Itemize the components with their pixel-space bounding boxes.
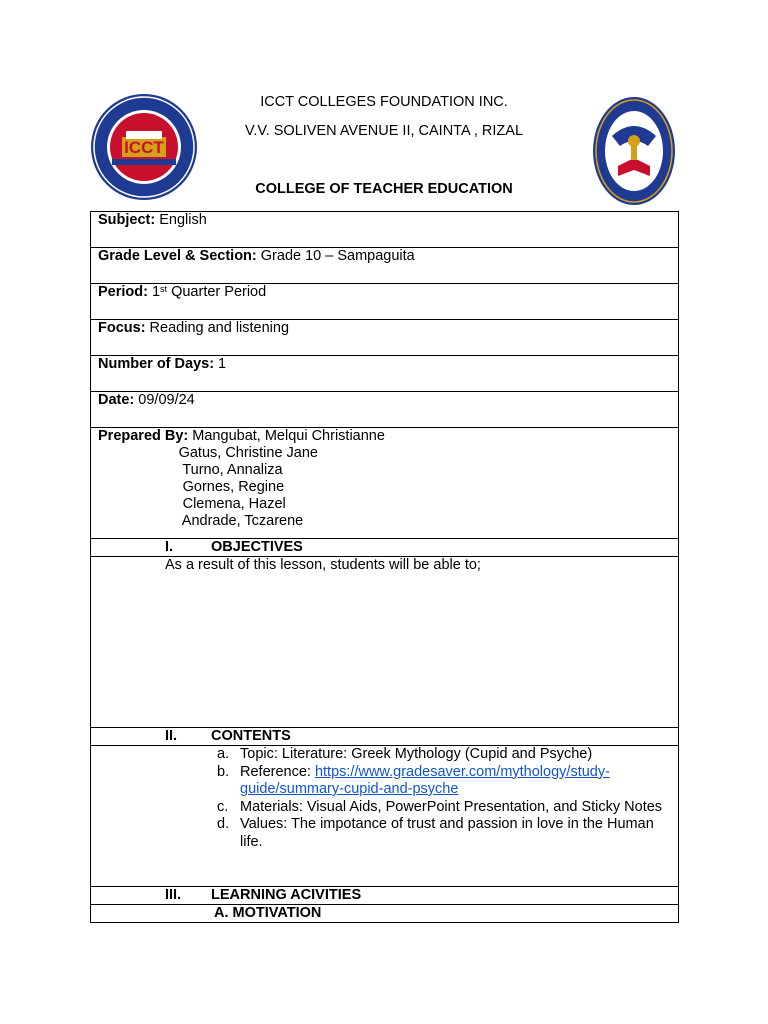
prepared-name: Gatus, Christine Jane: [98, 445, 318, 461]
prepared-by-cell: [91, 428, 679, 539]
activities-number: III.: [165, 887, 182, 903]
period-label: Period:: [98, 284, 148, 300]
item-marker: c.: [217, 798, 229, 815]
period-cell: [91, 284, 679, 320]
prepared-name: Turno, Annaliza: [98, 462, 283, 478]
objectives-text: As a result of this lesson, students will be able to;: [165, 557, 481, 573]
contents-heading: [91, 728, 679, 746]
list-item: [217, 763, 671, 799]
prepared-name: Andrade, Tczarene: [98, 513, 304, 529]
activities-heading: [91, 887, 679, 905]
subject-value: English: [155, 212, 207, 228]
subject-label: Subject:: [98, 212, 156, 228]
date-cell: [91, 392, 679, 428]
seal-text: ICCT: [124, 138, 164, 157]
values-text: Values: The impotance of trust and passion in love in the Human life.: [240, 816, 654, 850]
college-name: COLLEGE OF TEACHER EDUCATION: [255, 181, 513, 197]
list-item: [217, 816, 671, 851]
period-sup: st: [160, 284, 168, 294]
days-cell: [91, 356, 679, 392]
prepared-name: Clemena, Hazel: [98, 496, 286, 512]
prepared-name: Gornes, Regine: [98, 479, 285, 495]
item-marker: a.: [217, 746, 230, 762]
objectives-body: [91, 557, 679, 728]
focus-value: Reading and listening: [145, 320, 290, 336]
prepared-label: Prepared By:: [98, 428, 189, 444]
contents-body: [91, 746, 679, 887]
contents-number: II.: [165, 728, 178, 744]
contents-title: CONTENTS: [211, 728, 291, 744]
school-name: ICCT COLLEGES FOUNDATION INC.: [260, 94, 508, 110]
reference-link[interactable]: https://www.gradesaver.com/mythology/study-guide/summary-cupid-and-psyche: [240, 763, 610, 797]
contents-list: [98, 746, 671, 851]
period-num: 1: [147, 284, 161, 300]
list-item: [217, 798, 671, 817]
prepared-line: [98, 428, 671, 445]
item-marker: d.: [217, 816, 230, 832]
date-value: 09/09/24: [134, 392, 195, 408]
school-address: V.V. SOLIVEN AVENUE II, CAINTA , RIZAL: [244, 123, 524, 139]
topic-text: Topic: Literature: Greek Mythology (Cupid and Psyche): [240, 746, 593, 762]
objectives-number: I.: [165, 539, 174, 555]
days-label: Number of Days:: [98, 356, 215, 372]
reference-label: Reference:: [240, 763, 315, 780]
date-label: Date:: [98, 392, 135, 408]
grade-cell: [91, 248, 679, 284]
activities-title: LEARNING ACIVITIES: [211, 887, 362, 903]
grade-value: Grade 10 – Sampaguita: [256, 248, 415, 264]
grade-label: Grade Level & Section:: [98, 248, 257, 264]
days-value: 1: [214, 356, 227, 372]
item-marker: b.: [217, 763, 230, 780]
motivation-title: A. MOTIVATION: [214, 905, 322, 921]
period-rest: Quarter Period: [167, 284, 267, 300]
cte-seal-logo: [592, 96, 676, 206]
motivation-heading: [91, 905, 679, 923]
subject-cell: [91, 212, 679, 248]
list-item: [217, 746, 671, 764]
objectives-title: OBJECTIVES: [211, 539, 303, 555]
focus-label: Focus:: [98, 320, 146, 336]
objectives-heading: [91, 539, 679, 557]
lesson-plan-table: [90, 211, 679, 923]
materials-text: Materials: Visual Aids, PowerPoint Presentation, and Sticky Notes: [240, 798, 663, 815]
document-header: [0, 0, 768, 210]
focus-cell: [91, 320, 679, 356]
prepared-name: Mangubat, Melqui Christianne: [188, 428, 385, 444]
